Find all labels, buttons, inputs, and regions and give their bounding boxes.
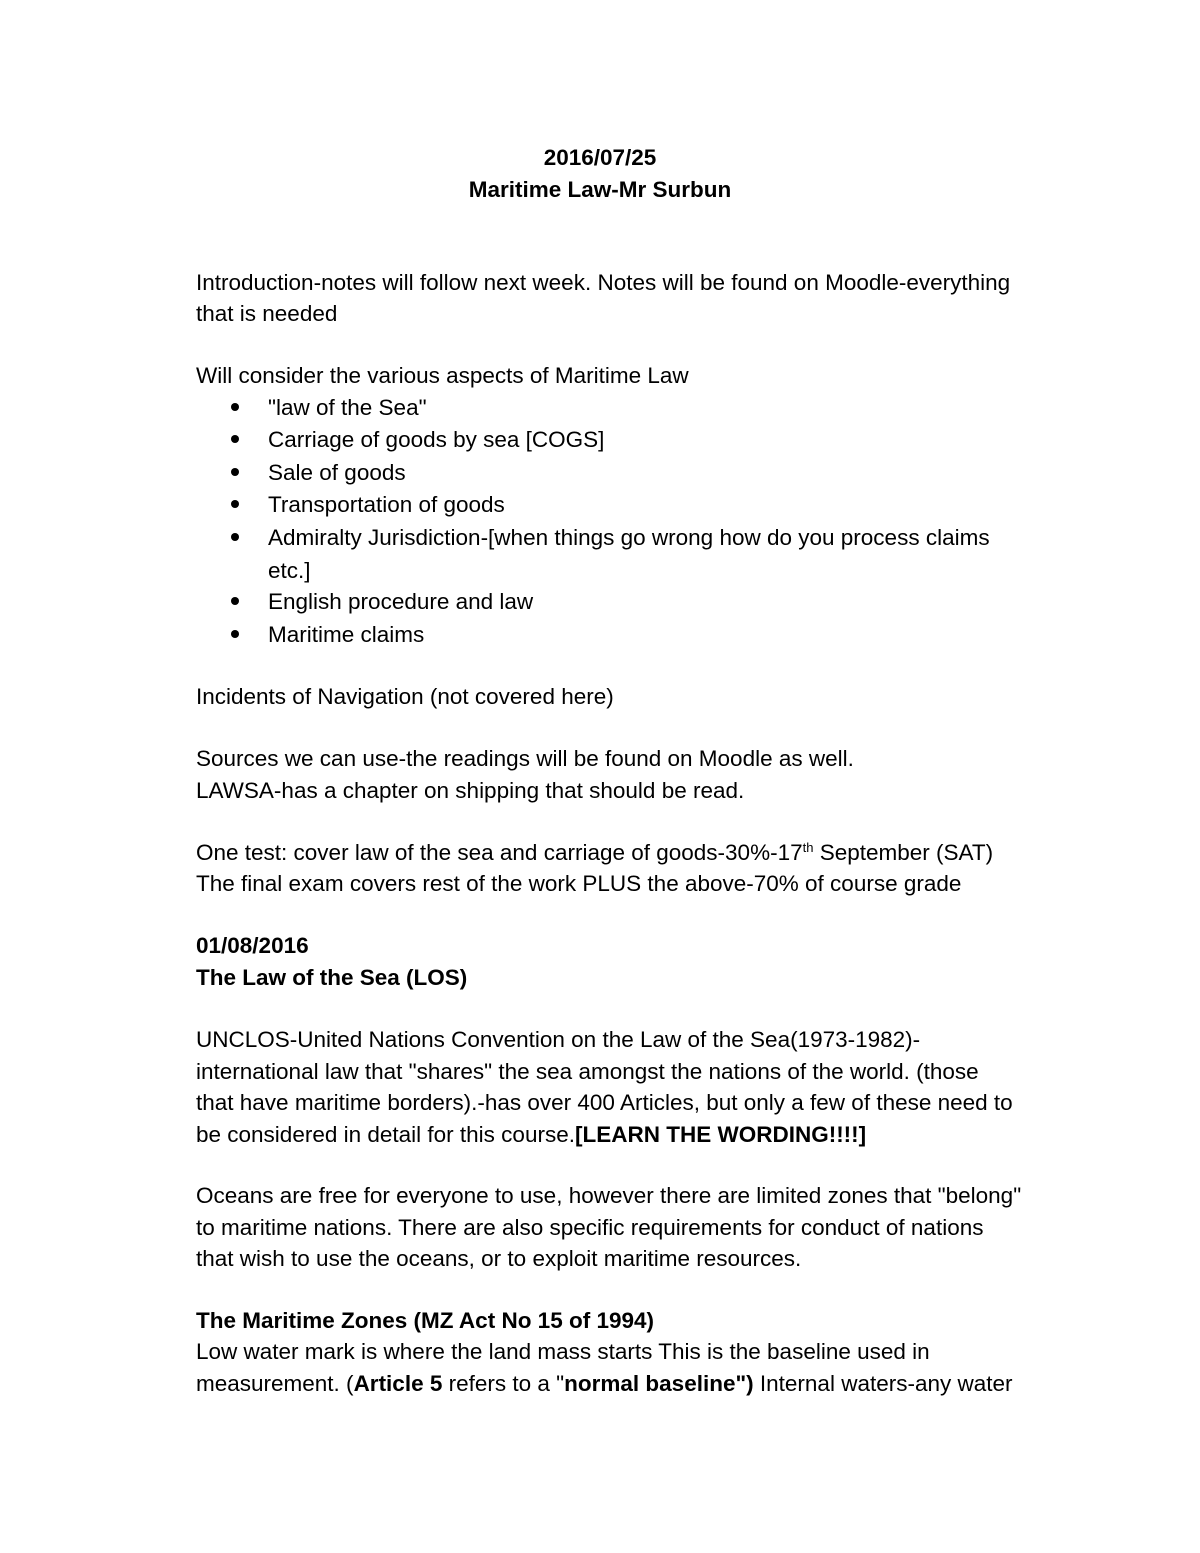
unclos-line-1: UNCLOS-United Nations Convention on the Law of the Sea(1973-1982)-	[196, 1027, 921, 1052]
article-reference: Article 5	[353, 1371, 443, 1396]
header-date: 2016/07/25	[543, 145, 657, 170]
oceans-line-2: to maritime nations. There are also specific requirements for conduct of nations	[196, 1215, 984, 1240]
list-item: Sale of goods	[268, 460, 406, 485]
zones-text-a: measurement. (	[196, 1371, 354, 1396]
section-title: The Law of the Sea (LOS)	[196, 965, 468, 990]
bullet-icon	[231, 630, 239, 638]
bullet-icon	[231, 435, 239, 443]
test-superscript: th	[802, 840, 814, 855]
list-item: Transportation of goods	[268, 492, 505, 517]
bullet-icon	[231, 597, 239, 605]
intro-line-2: that is needed	[196, 301, 338, 326]
normal-baseline-term: normal baseline")	[564, 1371, 754, 1396]
zones-title: The Maritime Zones (MZ Act No 15 of 1994)	[196, 1308, 654, 1333]
bullet-icon	[231, 403, 239, 411]
unclos-line-3: that have maritime borders).-has over 400 Articles, but only a few of these need to	[196, 1090, 1013, 1115]
list-item-continuation: etc.]	[268, 558, 311, 583]
sources-line-2: LAWSA-has a chapter on shipping that should be read.	[196, 778, 745, 803]
sources-line-1: Sources we can use-the readings will be found on Moodle as well.	[196, 746, 854, 771]
list-item: Carriage of goods by sea [COGS]	[268, 427, 605, 452]
incidents-line: Incidents of Navigation (not covered here)	[196, 684, 614, 709]
bullet-icon	[231, 468, 239, 476]
list-item: Admiralty Jurisdiction-[when things go wrong how do you process claims	[268, 525, 990, 550]
unclos-text: be considered in detail for this course.	[196, 1122, 575, 1147]
oceans-line-1: Oceans are free for everyone to use, however there are limited zones that "belong"	[196, 1183, 1022, 1208]
exam-line: The final exam covers rest of the work PLUS the above-70% of course grade	[196, 871, 962, 896]
unclos-emphasis: [LEARN THE WORDING!!!!]	[574, 1122, 867, 1147]
oceans-line-3: that wish to use the oceans, or to exploit maritime resources.	[196, 1246, 802, 1271]
zones-line-1: Low water mark is where the land mass starts This is the baseline used in	[196, 1339, 930, 1364]
intro-line-1: Introduction-notes will follow next week. Notes will be found on Moodle-everything	[196, 270, 1011, 295]
bullet-icon	[231, 500, 239, 508]
zones-text-e: Internal waters-any water	[753, 1371, 1013, 1396]
list-item: "law of the Sea"	[268, 395, 427, 420]
section-date: 01/08/2016	[196, 933, 309, 958]
bullet-icon	[231, 533, 239, 541]
zones-line-2	[196, 1373, 1013, 1396]
zones-text-c: refers to a "	[442, 1371, 565, 1396]
test-text-end: September (SAT)	[813, 840, 994, 865]
aspects-heading: Will consider the various aspects of Maritime Law	[196, 363, 689, 388]
page-title: Maritime Law-Mr Surbun	[468, 177, 732, 202]
test-line	[196, 842, 993, 865]
list-item: English procedure and law	[268, 589, 534, 614]
test-text: One test: cover law of the sea and carriage of goods-30%-17	[196, 840, 803, 865]
unclos-line-4	[196, 1124, 866, 1147]
list-item: Maritime claims	[268, 622, 425, 647]
unclos-line-2: international law that "shares" the sea amongst the nations of the world. (those	[196, 1059, 979, 1084]
